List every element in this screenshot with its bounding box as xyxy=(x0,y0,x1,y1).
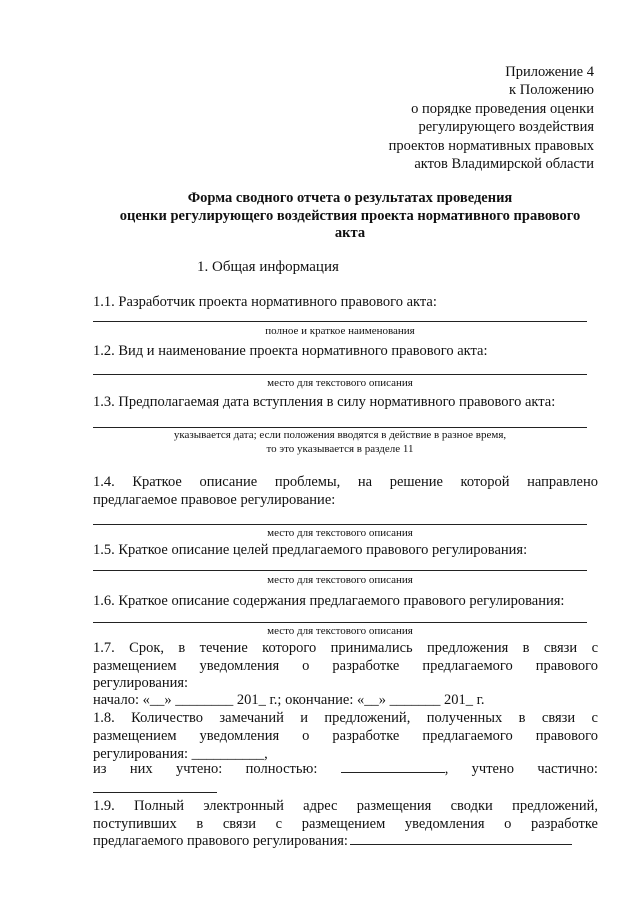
item-1-5-caption: место для текстового описания xyxy=(267,574,413,586)
word: описание xyxy=(199,474,258,490)
item-1-4-line1 xyxy=(93,474,598,491)
title-line: акта xyxy=(334,225,366,242)
item-1-2-caption: место для текстового описания xyxy=(267,377,413,389)
fill-line xyxy=(93,570,587,571)
section-heading: 1. Общая информация xyxy=(197,259,339,275)
item-1-6-caption: место для текстового описания xyxy=(267,625,413,637)
item-1-1-text: 1.1. Разработчик проекта нормативного правового акта: xyxy=(93,294,437,310)
word: частично: xyxy=(537,761,598,777)
fill-line xyxy=(93,427,587,428)
item-1-9-line1: 1.9. Полный электронный адрес размещения сводки предложений, xyxy=(93,798,598,814)
item-1-7-line2: размещением уведомления о разработке предлагаемого правового xyxy=(93,658,598,674)
word: направлено xyxy=(527,474,598,490)
item-1-1-caption: полное и краткое наименования xyxy=(265,325,415,337)
item-1-3-text: 1.3. Предполагаемая дата вступления в силу нормативного правового акта: xyxy=(93,394,556,410)
item-1-9-line3 xyxy=(93,833,572,850)
word: решение xyxy=(389,474,443,490)
word: проблемы, xyxy=(274,474,341,490)
word: учтено: xyxy=(175,761,223,777)
item-1-7-line3: регулирования: xyxy=(93,675,189,691)
annex-line: проектов нормативных правовых xyxy=(388,137,594,154)
item-1-8-line1: 1.8. Количество замечаний и предложений, полученных в связи с xyxy=(93,710,598,726)
item-1-7-line1: 1.7. Срок, в течение которого принимались предложения в связи с xyxy=(93,640,598,656)
fill-line xyxy=(93,524,587,525)
annex-line: о порядке проведения оценки xyxy=(411,100,594,117)
item-1-8-line3: регулирования: __________, xyxy=(93,746,268,762)
fill-blank xyxy=(341,761,445,773)
annex-block xyxy=(294,63,594,173)
annex-line: регулирующего воздействия xyxy=(418,119,594,136)
fill-line xyxy=(93,374,587,375)
item-1-9-text: предлагаемого правового регулирования: xyxy=(93,833,348,849)
item-1-8-line4 xyxy=(93,761,598,778)
item-1-8-line2: размещением уведомления о разработке предлагаемого правового xyxy=(93,728,598,744)
fill-line xyxy=(93,792,217,793)
item-1-6-text: 1.6. Краткое описание содержания предлагаемого правового регулирования: xyxy=(93,593,565,609)
document-title xyxy=(60,190,640,243)
word: из xyxy=(93,761,107,777)
fill-blank xyxy=(350,833,572,845)
fill-line xyxy=(93,622,587,623)
fill-line xyxy=(93,321,587,322)
word: 1.4. xyxy=(93,474,115,490)
title-line: оценки регулирующего воздействия проекта нормативного правового xyxy=(119,207,581,224)
word: Краткое xyxy=(132,474,182,490)
item-1-3-caption: указывается дата; если положения вводятся в действие в разное время, xyxy=(173,429,507,441)
title-line: Форма сводного отчета о результатах проведения xyxy=(187,190,513,206)
word: которой xyxy=(460,474,510,490)
item-1-2-text: 1.2. Вид и наименование проекта нормативного правового акта: xyxy=(93,343,488,359)
word: , xyxy=(444,761,449,777)
word: полностью: xyxy=(245,761,318,777)
item-1-7-line4: начало: «__» ________ 201_ г.; окончание: «__» _______ 201_ г. xyxy=(93,692,485,708)
item-1-5-text: 1.5. Краткое описание целей предлагаемого правового регулирования: xyxy=(93,542,528,558)
annex-line: к Положению xyxy=(509,82,594,99)
item-1-3-caption: то это указывается в разделе 11 xyxy=(266,443,414,455)
item-1-9-line2: поступивших в связи с размещением уведомления о разработке xyxy=(93,816,598,832)
item-1-4-caption: место для текстового описания xyxy=(267,527,413,539)
item-1-4-line2: предлагаемое правовое регулирование: xyxy=(93,492,336,508)
word: учтено xyxy=(471,761,514,777)
word: на xyxy=(357,474,373,490)
annex-line: Приложение 4 xyxy=(505,64,594,80)
word: них xyxy=(129,761,153,777)
annex-line: актов Владимирской области xyxy=(414,156,594,173)
